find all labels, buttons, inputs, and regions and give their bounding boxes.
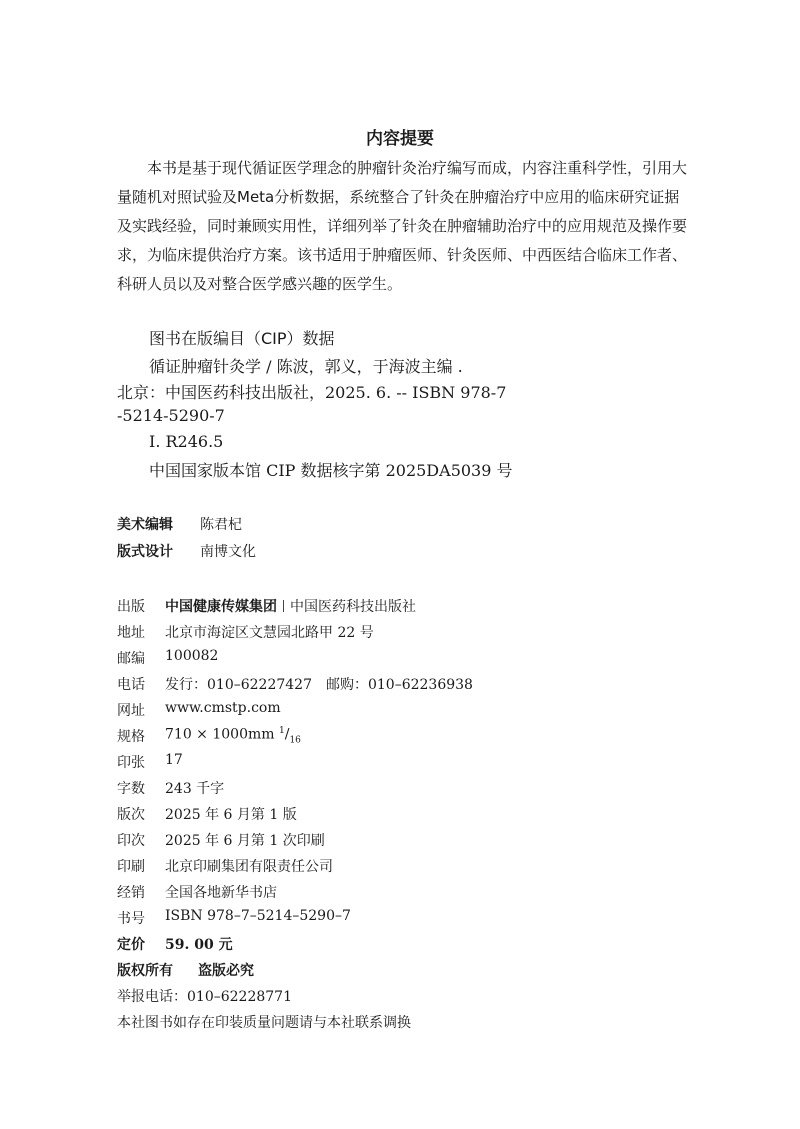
rights-label: 版权所有: [117, 963, 173, 979]
format-denominator: 16: [289, 735, 301, 746]
phone-value: 发行：010–62227427 邮购：010–62236938: [165, 677, 473, 693]
printing-value: 2025 年 6 月第 1 次印刷: [165, 833, 325, 849]
postcode-value: 100082: [165, 648, 219, 664]
quality-notice: 本社图书如存在印装质量问题请与本社联系调换: [117, 1015, 411, 1031]
summary-body: [117, 154, 687, 299]
piracy-notice: 盗版必究: [198, 963, 254, 979]
summary-line: 量随机对照试验及Meta分析数据，系统整合了针灸在肿瘤治疗中应用的临床研究证据: [117, 188, 680, 206]
postcode-label: 邮编: [117, 651, 145, 667]
price-value: 59. 00 元: [165, 937, 233, 953]
cip-line: 中国国家版本馆 CIP 数据核字第 2025DA5039 号: [149, 461, 513, 480]
address-value: 北京市海淀区文慧园北路甲 22 号: [165, 625, 374, 641]
summary-line: 及实践经验，同时兼顾实用性，详细列举了针灸在肿瘤辅助治疗中的应用规范及操作要: [117, 217, 687, 235]
format-value: 710 × 1000mm $^1/_{16}$: [165, 726, 301, 746]
format-label: 规格: [117, 729, 145, 745]
summary-line: 求，为临床提供治疗方案。该书适用于肿瘤医师、针灸医师、中西医结合临床工作者、: [117, 246, 687, 264]
layout-design-label: 版式设计: [117, 544, 173, 560]
distributor-value: 全国各地新华书店: [165, 885, 277, 901]
cip-line: Ⅰ. R246.5: [149, 432, 224, 451]
art-editor-value: 陈君杞: [200, 517, 242, 533]
summary-line: 本书是基于现代循证医学理念的肿瘤针灸治疗编写而成，内容注重科学性，引用大: [147, 159, 687, 177]
cip-heading: 图书在版编目（CIP）数据: [149, 329, 335, 348]
edition-label: 版次: [117, 807, 145, 823]
publisher-group: 中国健康传媒集团: [165, 599, 277, 615]
publisher-value: [165, 596, 416, 616]
price-label: 定价: [117, 937, 145, 953]
format-numerator: 1: [279, 726, 285, 736]
format-size: 710 × 1000mm: [165, 726, 275, 743]
sheets-label: 印张: [117, 755, 145, 771]
cip-line: 北京：中国医药科技出版社，2025. 6. -- ISBN 978-7: [117, 383, 507, 402]
publisher-name: 中国医药科技出版社: [290, 599, 416, 615]
distributor-label: 经销: [117, 885, 145, 901]
layout-design-value: 南博文化: [200, 544, 256, 560]
printing-label: 印次: [117, 833, 145, 849]
summary-line: 科研人员以及对整合医学感兴趣的医学生。: [117, 275, 403, 293]
report-phone: 举报电话：010–62228771: [117, 989, 292, 1005]
cip-line: 循证肿瘤针灸学 / 陈波，郭义，于海波主编 .: [149, 357, 463, 376]
website-value: www.cmstp.com: [165, 700, 281, 716]
word-count-value: 243 千字: [165, 781, 225, 797]
art-editor-label: 美术编辑: [117, 517, 173, 533]
publisher-label: 出版: [117, 599, 145, 615]
address-label: 地址: [117, 625, 145, 641]
sheets-value: 17: [165, 752, 183, 768]
printer-value: 北京印刷集团有限责任公司: [165, 859, 333, 875]
isbn-value: ISBN 978–7–5214–5290–7: [165, 908, 351, 924]
phone-label: 电话: [117, 677, 145, 693]
word-count-label: 字数: [117, 781, 145, 797]
summary-title: 内容提要: [366, 129, 434, 149]
isbn-label: 书号: [117, 911, 145, 927]
divider: [283, 600, 284, 612]
website-label: 网址: [117, 703, 145, 719]
cip-line: -5214-5290-7: [117, 406, 225, 425]
printer-label: 印刷: [117, 859, 145, 875]
edition-value: 2025 年 6 月第 1 版: [165, 807, 297, 823]
